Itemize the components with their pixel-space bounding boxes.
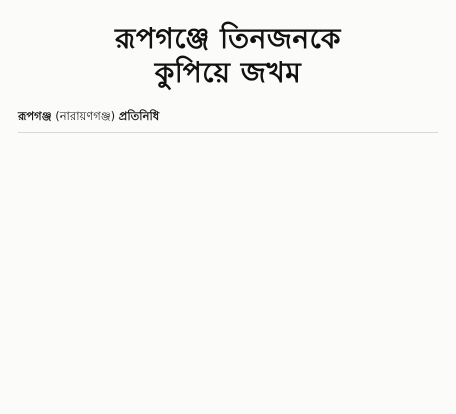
byline-divider [18, 132, 438, 133]
cut-off-top-line [10, 0, 446, 8]
byline-district: (নারায়ণগঞ্জ) [55, 109, 116, 123]
headline [20, 22, 436, 90]
byline [18, 108, 159, 124]
article-body [18, 150, 442, 408]
byline-place: রূপগঞ্জ [18, 109, 52, 123]
byline-reporter: প্রতিনিধি [118, 109, 160, 123]
headline-line-2: কুপিয়ে জখম [154, 56, 302, 89]
headline-line-1: রূপগঞ্জে তিনজনকে [114, 22, 341, 55]
